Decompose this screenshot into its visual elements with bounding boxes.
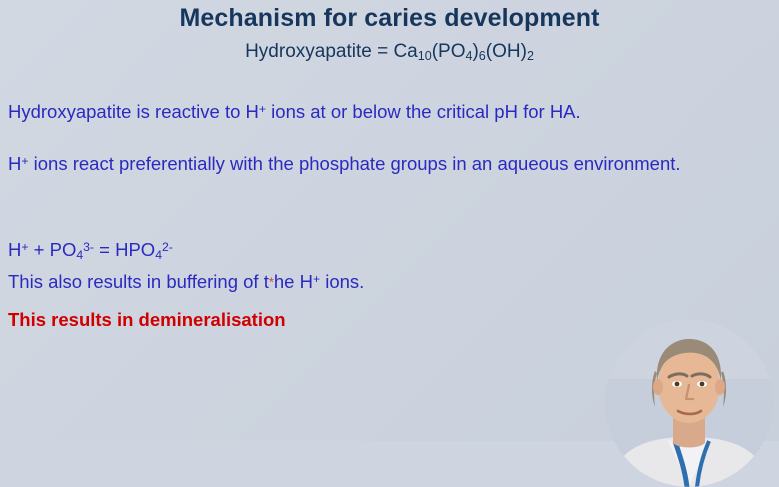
annotation-mark: * <box>268 274 274 290</box>
line2-superscript: + <box>21 153 29 168</box>
body-line-5-conclusion: This results in demineralisation <box>8 309 286 330</box>
subtitle-sub-2: 4 <box>465 49 473 64</box>
line3-subscript-2: 4 <box>155 248 162 263</box>
line3-superscript-3: 2- <box>161 239 173 254</box>
line1-text-b: ions at or below the critical pH for HA. <box>266 101 581 122</box>
line3-subscript-1: 4 <box>76 248 84 263</box>
line1-text-a: Hydroxyapatite is reactive to H <box>8 101 259 122</box>
subtitle-sub-3: 6 <box>478 49 486 64</box>
presenter-portrait-image <box>605 319 773 487</box>
formula-subtitle <box>0 41 779 63</box>
body-line-3-equation <box>8 238 748 263</box>
body-line-1 <box>8 100 748 124</box>
subtitle-mid-3: (OH) <box>485 41 527 62</box>
line3-superscript-2: 3- <box>83 239 94 254</box>
subtitle-sub-1: 10 <box>417 49 432 64</box>
line4-text-a: This also results in buffering of t <box>8 271 269 292</box>
line2-text-b: ions react preferentially with the phosphate groups in an aqueous environment. <box>28 153 681 174</box>
page-title: Mechanism for caries development <box>179 4 600 32</box>
subtitle-sub-4: 2 <box>526 49 534 64</box>
line3-text-a: H <box>8 239 22 260</box>
line4-text-c: ions. <box>320 271 365 292</box>
subtitle-prefix: Hydroxyapatite = Ca <box>245 41 418 62</box>
body-line-2 <box>8 152 748 176</box>
subtitle-mid-2: ) <box>472 41 479 62</box>
presenter-video-thumbnail <box>605 319 773 487</box>
line3-text-c: = HPO <box>94 239 156 260</box>
line2-text-a: H <box>8 153 22 174</box>
line1-superscript: + <box>258 101 267 116</box>
body-line-4 <box>8 270 748 294</box>
line4-superscript: + <box>312 271 321 286</box>
line4-text-b: he H <box>273 271 313 292</box>
line3-text-b: + PO <box>28 239 77 260</box>
line3-superscript-1: + <box>21 239 29 254</box>
subtitle-mid-1: (PO <box>431 41 466 62</box>
